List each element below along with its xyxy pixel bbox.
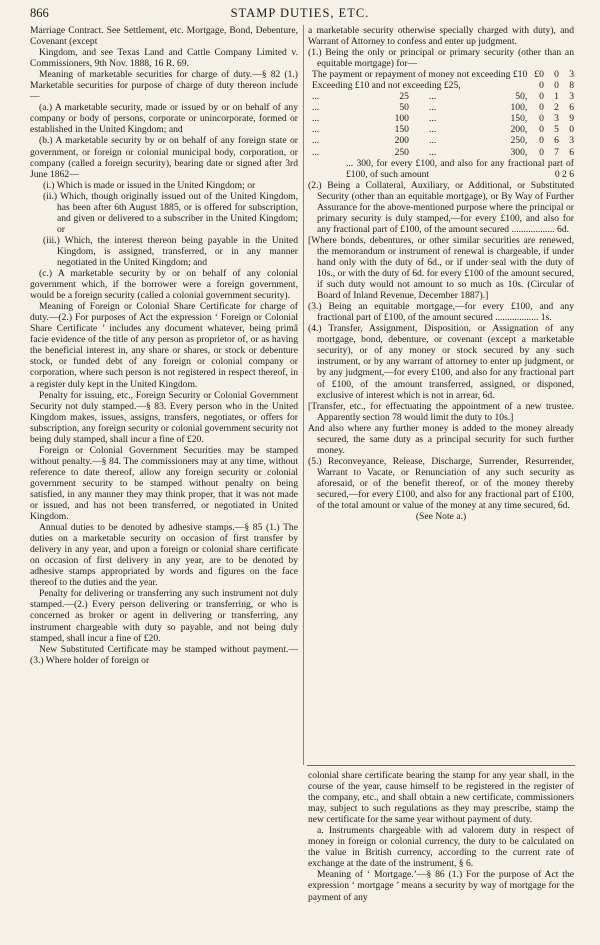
- schedule-item-4: (4.) Transfer, Assignment, Disposition, or Assignation of any mortgage, bond, debenture, or covenant (except a marketable security), or of any money or stock secured by any such instrument, or by any warrant of attorney to enter up judgment, or by any judgment,—for every £100, and also for any fractional part of £100, of the amount transferred, assigned, or disponed, exclusive of interest which is not in arrear, 6d.: [308, 323, 574, 401]
- rate-from: 150: [394, 124, 409, 136]
- rate-pence: 0: [569, 124, 574, 136]
- bracket-note: [Transfer, etc., for effectuating the appointment of a new trustee. Apparently section 78 would limit the duty to 10s.]: [308, 400, 574, 423]
- left-paragraph: New Substituted Certificate may be stamped without payment.—(3.) Where holder of foreign or: [30, 643, 298, 666]
- rate-shillings: 6: [554, 135, 559, 147]
- left-paragraph: Marriage Contract. See Settlement, etc. Mortgage, Bond, Debenture, Covenant (except: [30, 25, 298, 48]
- rate-label: The payment or repayment of money not exceeding £10: [312, 69, 528, 81]
- rate-row: [312, 91, 574, 102]
- rate-sep: ...: [429, 135, 437, 147]
- rate-to: 100,: [510, 102, 528, 114]
- schedule-item-2: (2.) Being a Collateral, Auxiliary, or Additional, or Substituted Security (other than an equitable mortgage), or By Way of Further Assurance for the above-mentioned purpose where the principal or primary security is duly stamped,—for every £100, and also for any fractional part of £100, of the amount secured .................. 6d.: [308, 179, 574, 235]
- left-paragraph: Kingdom, and see Texas Land and Cattle Company Limited v. Commissioners, 9th Nov. 1888, 16 R. 69.: [30, 47, 298, 70]
- rate-sep: ...: [429, 91, 437, 103]
- rate-row: [312, 80, 574, 91]
- rate-row: [312, 69, 574, 80]
- rate-pounds: 0: [539, 135, 544, 147]
- schedule-item-3: (3.) Being an equitable mortgage,—for every £100, and any fractional part of £100, of the amount secured .................. 1s.: [308, 301, 574, 324]
- right-column: [308, 25, 574, 522]
- rate-sep: ...: [429, 113, 437, 125]
- rate-shillings: 2: [554, 102, 559, 114]
- see-note-ref: (See Note a.): [415, 511, 467, 523]
- further-money-note: And also where any further money is added to the money already secured, the same duty as a principal security for such further money.: [308, 422, 574, 456]
- left-paragraph: Meaning of marketable securities for charge of duty.—§ 82 (1.) Marketable securities for purpose of charge of duty thereon include—: [30, 69, 298, 103]
- duty-rate-table: [312, 69, 574, 157]
- rate-from: 250: [394, 146, 409, 158]
- rate-from: 100: [394, 113, 409, 125]
- rate-pounds: 0: [539, 124, 544, 136]
- schedule-item-1: (1.) Being the only or principal or primary security (other than an equitable mortgage) for—: [308, 47, 574, 70]
- schedule-item-5: (5.) Reconveyance, Release, Discharge, Surrender, Resurrender, Warrant to Vacate, or Renunciation of any such security as aforesaid, or of the benefit thereof, or of the money thereby secured,—for every £100, and also for any fractional part of £100, of the total amount or value of the money at any time secured, 6d.: [308, 455, 574, 512]
- rate-lead: ...: [312, 146, 320, 158]
- left-paragraph: (a.) A marketable security, made or issued by or on behalf of any company or body of persons, corporate or unincorporate, formed or established in the United Kingdom; and: [30, 102, 298, 136]
- rate-from: 50: [399, 102, 409, 114]
- rate-shillings: 3: [554, 113, 559, 125]
- left-paragraph: (b.) A marketable security by or on behalf of any foreign state or government, or foreign or colonial municipal body, corporation, or company (called a foreign security), bearing date or signed after 3rd June 1862—: [30, 135, 298, 180]
- rate-pounds: 0: [539, 91, 544, 103]
- left-paragraph: (c.) A marketable security by or on behalf of any colonial government which, if the borrower were a foreign government, would be a foreign security (called a colonial government security).: [30, 268, 298, 302]
- running-title: STAMP DUTIES, ETC.: [230, 6, 370, 20]
- rate-row: [312, 135, 574, 146]
- left-subclause: (ii.) Which, though originally issued out of the United Kingdom, has been after 6th August 1885, or is offered for subscription, and given or delivered to a subscriber in the United Kingdom; or: [43, 190, 298, 235]
- right-intro: a marketable security otherwise specially charged with duty), and Warrant of Attorney to confess and enter up judgment.: [308, 25, 574, 48]
- column-divider: [303, 25, 304, 765]
- rate-lead: ...: [312, 91, 320, 103]
- rate-row: [312, 113, 574, 124]
- rate-pounds: £0: [534, 69, 544, 81]
- rate-pounds: 0: [539, 113, 544, 125]
- section-rule: [307, 765, 575, 766]
- rate-to: 50,: [515, 91, 528, 103]
- rate-shillings: 5: [554, 124, 559, 136]
- rate-pence: 3: [569, 69, 574, 81]
- rate-row: [312, 102, 574, 113]
- rate-pence: 6: [569, 146, 574, 158]
- rate-to: 200,: [510, 124, 528, 136]
- rate-pence: 3: [569, 91, 574, 103]
- rate-pounds: 0: [539, 146, 544, 158]
- rate-to: 300,: [510, 146, 528, 158]
- left-subclause: (iii.) Which, the interest thereon being payable in the United Kingdom, is assigned, transferred, or in any manner negotiated in the United Kingdom; and: [43, 234, 298, 268]
- rate-pence: 3: [569, 135, 574, 147]
- rate-row: [312, 124, 574, 135]
- rate-lead: ...: [312, 113, 320, 125]
- running-header: [30, 4, 570, 22]
- left-column: [30, 25, 298, 666]
- page-number: 866: [30, 6, 49, 20]
- rate-pence: 6: [569, 102, 574, 114]
- rate-shillings: 7: [554, 146, 559, 158]
- left-paragraph: Penalty for delivering or transferring any such instrument not duly stamped.—(2.) Every person delivering or transferring, or who is concerned as broker or agent in delivering or transferring, any instrument chargeable with duty so payable, and not being duly stamped, shall incur a fine of £20.: [30, 588, 298, 644]
- rate-from: 200: [394, 135, 409, 147]
- rate-row: [312, 147, 574, 158]
- left-paragraph: Meaning of Foreign or Colonial Share Certificate for charge of duty.—(2.) For purposes of Act the expression ‘ Foreign or Colonial Share Certificate ’ includes any document whatever, being primâ facie evidence of the title of any person as proprietor of, or as having the beneficial interest in, any share or shares, or stock or debenture stock, or funded debt of any foreign or colonial company or corporation, where such person is not registered in respect thereof, in a register duly kept in the United Kingdom.: [30, 301, 298, 390]
- rate-sep: ...: [429, 102, 437, 114]
- rate-pounds: 0: [539, 80, 544, 92]
- left-subclause: (i.) Which is made or issued in the United Kingdom; or: [43, 179, 256, 191]
- left-paragraph: Annual duties to be denoted by adhesive stamps.—§ 85 (1.) The duties on a marketable security on occasion of first transfer by delivery in any year, and upon a foreign or colonial share certificate on occasion of first delivery in any year, are to be denoted by adhesive stamps appropriated by words and figures on the face thereof to the duties and the year.: [30, 522, 298, 589]
- rate-lead: ...: [312, 135, 320, 147]
- rate-label: Exceeding £10 and not exceeding £25,: [312, 80, 461, 92]
- left-paragraph: Foreign or Colonial Government Securities may be stamped without penalty.—§ 84. The commissioners may at any time, without reference to date thereof, allow any foreign security or colonial government security to be stamped without penalty on being satisfied, in any manner they may think proper, that it was not made or issued, and has not been transferred, or negotiated in United Kingdom.: [30, 444, 298, 523]
- bottom-paragraph: colonial share certificate bearing the stamp for any year shall, in the course of the year, cause himself to be registered in the register of the company, etc., and shall obtain a new certificate, commissioners may, subject to such regulations as they may prescribe, stamp the new certificate for the same year without payment of duty.: [308, 770, 574, 826]
- rate-lead: ...: [312, 124, 320, 136]
- rate-from: 25: [399, 91, 409, 103]
- bottom-paragraph: Meaning of ‘ Mortgage.’—§ 86 (1.) For the purpose of Act the expression ‘ mortgage ’ means a security by way of mortgage for the payment of any: [308, 869, 574, 903]
- rate-shillings: 1: [554, 91, 559, 103]
- rate-pence: 8: [569, 80, 574, 92]
- rate-tail: [308, 158, 574, 180]
- left-paragraph: Penalty for issuing, etc., Foreign Security or Colonial Government Security not duly stamped.—§ 83. Every person who in the United Kingdom makes, issues, assigns, transfers, negotiates, or offers for subscription, any foreign security or colonial government security not being duly stamped, shall incur a fine of £20.: [30, 389, 298, 445]
- rate-to: 250,: [510, 135, 528, 147]
- rate-lead: ...: [312, 102, 320, 114]
- rate-shillings: 0: [554, 69, 559, 81]
- rate-to: 150,: [510, 113, 528, 125]
- bottom-right-block: [308, 770, 574, 903]
- rate-tail-amount: 0 2 6: [554, 168, 574, 180]
- rate-shillings: 0: [554, 80, 559, 92]
- bottom-paragraph: a. Instruments chargeable with ad valorem duty in respect of money in foreign or colonial currency, the duty to be calculated on the value in British currency, according to the current rate of exchange at the date of the instrument, § 6.: [308, 825, 574, 870]
- rate-sep: ...: [429, 146, 437, 158]
- bracket-note: [Where bonds, debentures, or other similar securities are renewed, the memorandum or instrument of renewal is chargeable, if under hand only with the duty of 6d., or if under seal with the duty of 10s., or with the duty of 6d. for every £100 of the amount secured, if such duty would not amount to so much as 10s. (Circular of Board of Inland Revenue, December 1887).]: [308, 234, 574, 302]
- rate-tail-text: ... 300, for every £100, and also for any fractional part of £100, of such amount: [346, 157, 574, 180]
- rate-pence: 9: [569, 113, 574, 125]
- rate-sep: ...: [429, 124, 437, 136]
- rate-pounds: 0: [539, 102, 544, 114]
